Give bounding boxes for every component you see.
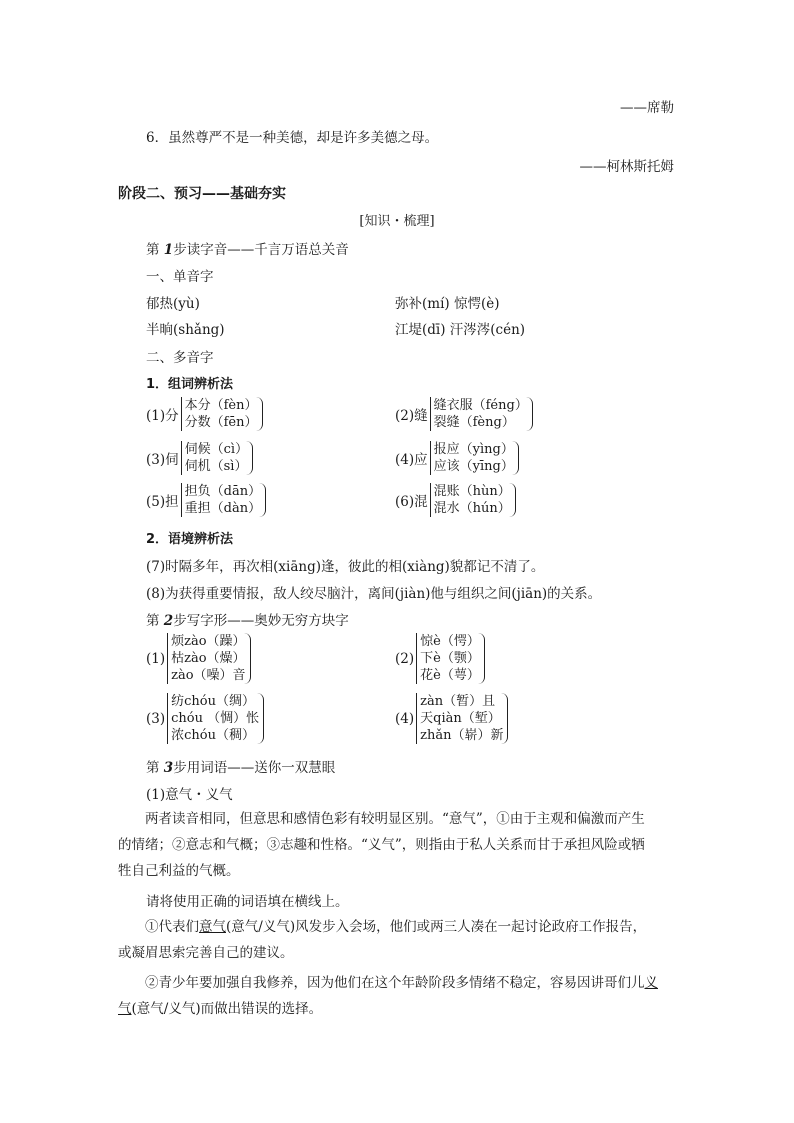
explanation-paragraph: 两者读音相同，但意思和感情色彩有较明显区别。“意气”，①由于主观和偏激而产生 的情绪；②意志和气概；③志趣和性格。“义气”，则指由于私人关系而甘于承担风险或牺 牲自己利益的气概。 (118, 811, 645, 879)
single-item: 弥补(mí) 惊愕(è) (395, 296, 500, 312)
stage-title: 阶段二、预习——基础夯实 (118, 186, 286, 202)
step1-heading: 第 1步读字音——千言万语总关音 (146, 242, 349, 258)
character-group: (3) 纺chóu（绸） chóu （惆）怅 浓chóu（稠） (146, 693, 264, 744)
quote-attribution-schiller: ——席勒 (620, 100, 674, 116)
character-group: (1) 烦zào（躁） 枯zào（燥） zào（噪）音 (146, 633, 251, 684)
single-item: 江堤(dī) 汗涔涔(cén) (395, 322, 526, 338)
answer-yiqi-part2: 气 (118, 1001, 132, 1017)
multi-char-title: 二、多音字 (146, 350, 214, 366)
word-pair-title: (1)意气・义气 (146, 787, 233, 803)
character-group: (2) 惊è（愕） 下è（颚） 花è（萼） (395, 633, 485, 684)
exercise-2: ②青少年要加强自我修养，因为他们在这个年龄阶段多情绪不稳定，容易因讲哥们儿义 气(意气/义气)而做出错误的选择。 (118, 975, 658, 1017)
quote-attribution-2: ——柯林斯托姆 (579, 159, 674, 175)
polyphone-group: (4)应 报应（yìng） 应该（yīng） (395, 441, 519, 475)
method2-title: 2．语境辨析法 (146, 532, 234, 547)
step3-heading: 第 3步用词语——送你一双慧眼 (146, 760, 336, 776)
context-sentence: (8)为获得重要情报，敌人绞尽脑汁，离间(jiàn)他与组织之间(jiān)的关系。 (146, 586, 602, 602)
quote-6: 6．虽然尊严不是一种美德，却是许多美德之母。 (146, 130, 439, 146)
polyphone-group: (1)分 本分（fèn） 分数（fēn） (146, 397, 263, 431)
section-label: [知识・梳理] (359, 214, 435, 229)
polyphone-group: (6)混 混账（hùn） 混水（hún） (395, 483, 516, 517)
exercise-1: ①代表们意气(意气/义气)风发步入会场，他们或两三人凑在一起讨论政府工作报告， 或凝眉思索完善自己的建议。 (118, 919, 647, 961)
polyphone-group: (5)担 担负（dān） 重担（dàn） (146, 483, 266, 517)
polyphone-group: (2)缝 缝衣服（féng） 裂缝（fèng） (395, 397, 533, 431)
answer-yiqi: 意气 (199, 919, 226, 935)
polyphone-group: (3)伺 伺候（cì） 伺机（sì） (146, 441, 253, 475)
single-item: 半晌(shǎng) (146, 322, 225, 338)
single-char-title: 一、单音字 (146, 269, 214, 285)
step2-heading: 第 2步写字形——奥妙无穷方块字 (146, 613, 349, 629)
instruction: 请将使用正确的词语填在横线上。 (146, 894, 349, 910)
character-group: (4) zàn（暂）且 天qiàn（堑） zhǎn（崭）新 (395, 693, 508, 744)
method1-title: 1．组词辨析法 (146, 377, 234, 392)
context-sentence: (7)时隔多年，再次相(xiāng)逢，彼此的相(xiàng)貌都记不清了。 (146, 559, 545, 575)
single-item: 郁热(yù) (146, 296, 200, 312)
answer-yiqi-part1: 义 (644, 975, 658, 991)
